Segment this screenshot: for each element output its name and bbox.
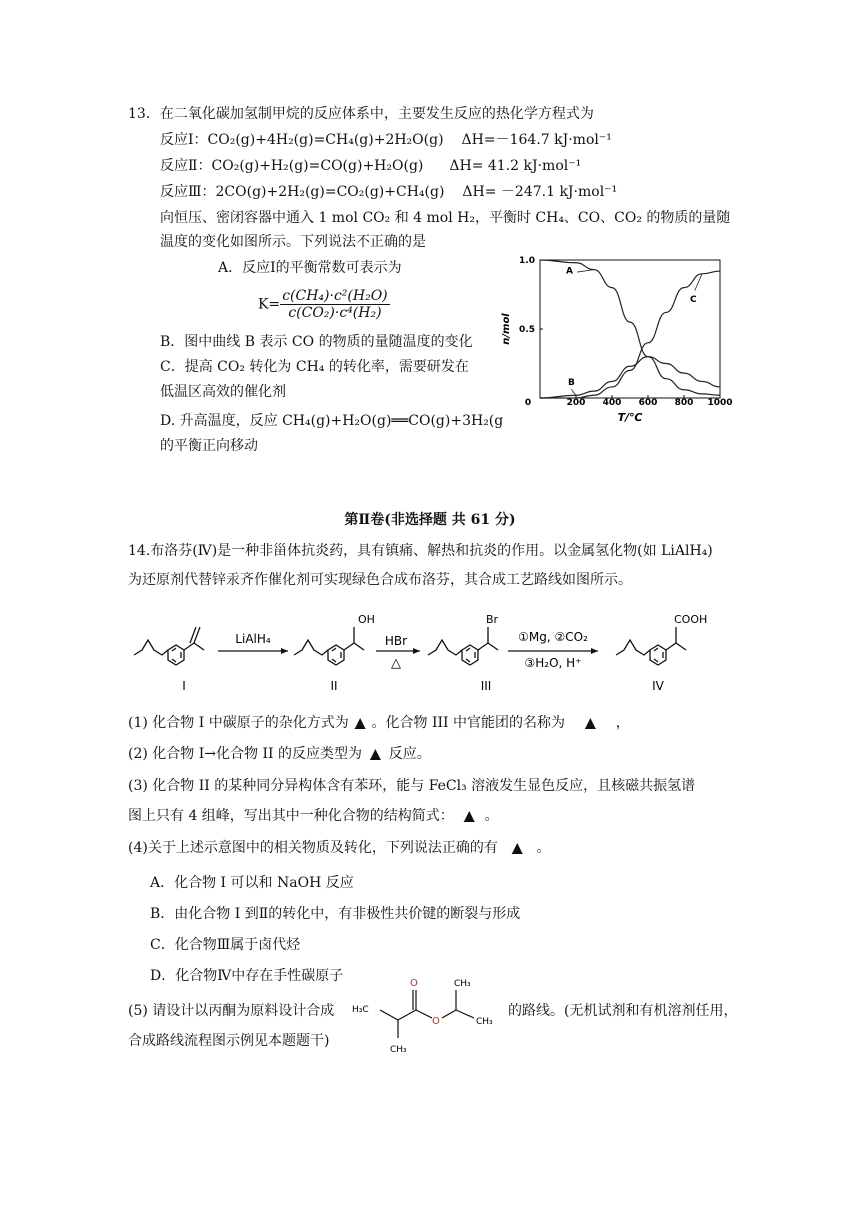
- target-ester-structure: [350, 972, 508, 1058]
- chart-y-tick-label: 1.0: [519, 256, 535, 266]
- q14-part-1-text-a: (1) 化合物 I 中碳原子的杂化方式为: [128, 715, 349, 731]
- reaction-2: [160, 156, 581, 176]
- chart-x-tick-label: 600: [638, 398, 658, 408]
- compound-iv-label: IV: [652, 679, 664, 693]
- q14-part-3-line1: (3) 化合物 II 的某种同分异构体含有苯环，能与 FeCl₃ 溶液发生显色反应，且核磁共振氢谱: [128, 778, 696, 794]
- reagent-1: LiAlH₄: [235, 632, 271, 646]
- q14-stem-line1: 14.布洛芬(Ⅳ)是一种非甾体抗炎药，具有镇痛、解热和抗炎的作用。以金属氢化物(如 LiAlH₄): [128, 543, 713, 559]
- reaction-3-enthalpy: ΔH= －247.1 kJ·mol⁻¹: [462, 184, 618, 200]
- q13-option-a: A．反应Ⅰ的平衡常数可表示为: [218, 260, 402, 276]
- chart-x-tick-label: 800: [674, 398, 694, 408]
- q14-part-2: [128, 744, 431, 764]
- q14-part-2-text-b: 反应。: [388, 746, 431, 762]
- chart-series-a-leader: [577, 270, 594, 272]
- reaction-3-equation: 2CO(g)+2H₂(g)=CO₂(g)+CH₄(g): [215, 184, 445, 200]
- reaction-1: [160, 130, 612, 150]
- q14-part-1: [128, 713, 630, 733]
- q13-condition-1: 向恒压、密闭容器中通入 1 mol CO₂ 和 4 mol H₂，平衡时 CH₄、CO、CO₂ 的物质的量随: [160, 210, 731, 226]
- q14-part-4-text-b: 。: [536, 840, 551, 856]
- ester-ch3-right: CH₃: [476, 1017, 493, 1027]
- chart-y-axis-label: n/mol: [501, 313, 512, 345]
- answer-blank-4[interactable]: ▲: [463, 808, 475, 824]
- chart-x-tick-label: 400: [602, 398, 622, 408]
- reaction-1-equation: CO₂(g)+4H₂(g)=CH₄(g)+2H₂O(g): [207, 132, 444, 148]
- chart-series-c-line: [540, 271, 720, 398]
- equilibrium-constant-expression: [258, 288, 390, 321]
- chart-x-axis-label: T/℃: [617, 411, 643, 424]
- q14-part-1-text-b: 。化合物 III 中官能团的名称为: [371, 715, 565, 731]
- k-denominator: c(CO₂)·c⁴(H₂): [288, 305, 382, 321]
- reagent-2-top: HBr: [384, 634, 408, 648]
- q14-part-5-b: 的路线。(无机试剂和有机溶剂任用，: [508, 1003, 738, 1019]
- reaction-1-label: 反应Ⅰ：: [160, 132, 208, 148]
- compound-iv-structure: [616, 627, 686, 665]
- q14-part-5-c: 合成路线流程图示例见本题题干): [128, 1033, 330, 1049]
- q14-option-d: D．化合物Ⅳ中存在手性碳原子: [150, 968, 344, 984]
- reaction-2-label: 反应Ⅱ：: [160, 158, 212, 174]
- ester-ch3-bottom: CH₃: [390, 1045, 407, 1055]
- reaction-arrow-3-head: [591, 648, 598, 654]
- reaction-2-equation: CO₂(g)+H₂(g)=CO(g)+H₂O(g): [211, 158, 424, 174]
- q14-option-b: B．由化合物 I 到Ⅱ的转化中，有非极性共价键的断裂与形成: [150, 906, 521, 922]
- answer-blank-5[interactable]: ▲: [511, 840, 523, 856]
- reaction-1-enthalpy: ΔH=－164.7 kJ·mol⁻¹: [461, 132, 612, 148]
- chart-y-tick-label: 0.5: [519, 325, 535, 335]
- q14-part-4-text-a: (4)关于上述示意图中的相关物质及转化，下列说法正确的有: [128, 840, 498, 856]
- q14-part-5-a: (5) 请设计以丙酮为原料设计合成: [128, 1003, 335, 1019]
- q13-option-c-line2: 低温区高效的催化剂: [160, 384, 286, 400]
- reaction-3-label: 反应Ⅲ：: [160, 184, 216, 200]
- ester-carbonyl-o: O: [410, 978, 418, 989]
- k-lhs: K=: [258, 296, 281, 313]
- k-numerator: c(CH₄)·c²(H₂O): [282, 288, 388, 304]
- reagent-3-top: ①Mg, ②CO₂: [518, 630, 588, 644]
- chart-series-b-leader: [571, 389, 576, 395]
- compound-i-structure: [134, 627, 204, 665]
- q14-part-2-text-a: (2) 化合物 I→化合物 II 的反应类型为: [128, 746, 362, 762]
- answer-blank-3[interactable]: ▲: [369, 746, 381, 762]
- reagent-2-bottom: △: [391, 656, 401, 671]
- q14-part-1-text-c: ，: [615, 715, 630, 731]
- chart-x-tick-label: 0: [524, 398, 532, 408]
- answer-blank-2[interactable]: ▲: [585, 715, 596, 731]
- compound-ii-oh: OH: [358, 613, 375, 626]
- q13-option-d-line1: D. 升高温度，反应 CH₄(g)+H₂O(g)══CO(g)+3H₂(g: [160, 413, 504, 429]
- ester-oxygen: O: [432, 1016, 440, 1027]
- q14-stem-line2: 为还原剂代替锌汞齐作催化剂可实现绿色合成布洛芬，其合成工艺路线如图所示。: [128, 572, 632, 588]
- chart-series-b-label: B: [568, 378, 575, 389]
- ester-h3c: H₃C: [352, 1005, 369, 1015]
- q14-part-3-text-b: 图上只有 4 组峰，写出其中一种化合物的结构简式：: [128, 808, 454, 824]
- compound-i-label: I: [182, 679, 186, 693]
- reaction-arrow-1-head: [281, 648, 288, 654]
- chart-lines: [540, 260, 720, 398]
- equilibrium-amount-chart: [495, 250, 735, 425]
- chart-ticks: [519, 256, 732, 408]
- q14-part-3-line2: [128, 806, 499, 826]
- reagent-3-bottom: ③H₂O, H⁺: [524, 656, 582, 670]
- reaction-3: [160, 182, 617, 202]
- q13-condition-2: 温度的变化如图所示。下列说法不正确的是: [160, 234, 426, 250]
- reaction-arrow-2-head: [413, 648, 420, 654]
- q13-option-c-line1: C．提高 CO₂ 转化为 CH₄ 的转化率，需要研发在: [160, 359, 469, 375]
- q14-option-c: C．化合物Ⅲ属于卤代烃: [150, 937, 301, 953]
- chart-series-c-label: C: [690, 294, 697, 305]
- q13-option-b: B．图中曲线 B 表示 CO 的物质的量随温度的变化: [160, 334, 473, 350]
- compound-iii-label: III: [480, 679, 492, 693]
- q13-stem: 13．在二氧化碳加氢制甲烷的反应体系中，主要发生反应的热化学方程式为: [128, 106, 594, 122]
- q14-part-3-text-c: 。: [484, 808, 499, 824]
- compound-ii-label: II: [330, 679, 338, 693]
- chart-series-a-label: A: [566, 266, 573, 277]
- section-2-title: 第Ⅱ卷(非选择题 共 61 分): [344, 512, 516, 528]
- compound-iii-br: Br: [486, 613, 499, 626]
- chart-x-tick-label: 200: [566, 398, 586, 408]
- compound-iv-cooh: COOH: [674, 613, 708, 626]
- q13-option-d-line2: 的平衡正向移动: [160, 438, 258, 454]
- synthesis-scheme: [128, 605, 738, 695]
- chart-x-tick-label: 1000: [707, 398, 733, 408]
- compound-iii-structure: [428, 627, 498, 665]
- reaction-2-enthalpy: ΔH= 41.2 kJ·mol⁻¹: [449, 158, 582, 174]
- q14-part-4: [128, 838, 551, 858]
- compound-ii-structure: [294, 627, 364, 665]
- ester-ch3-top: CH₃: [454, 979, 471, 989]
- q14-option-a: A．化合物 I 可以和 NaOH 反应: [150, 875, 354, 891]
- answer-blank-1[interactable]: ▲: [354, 715, 366, 731]
